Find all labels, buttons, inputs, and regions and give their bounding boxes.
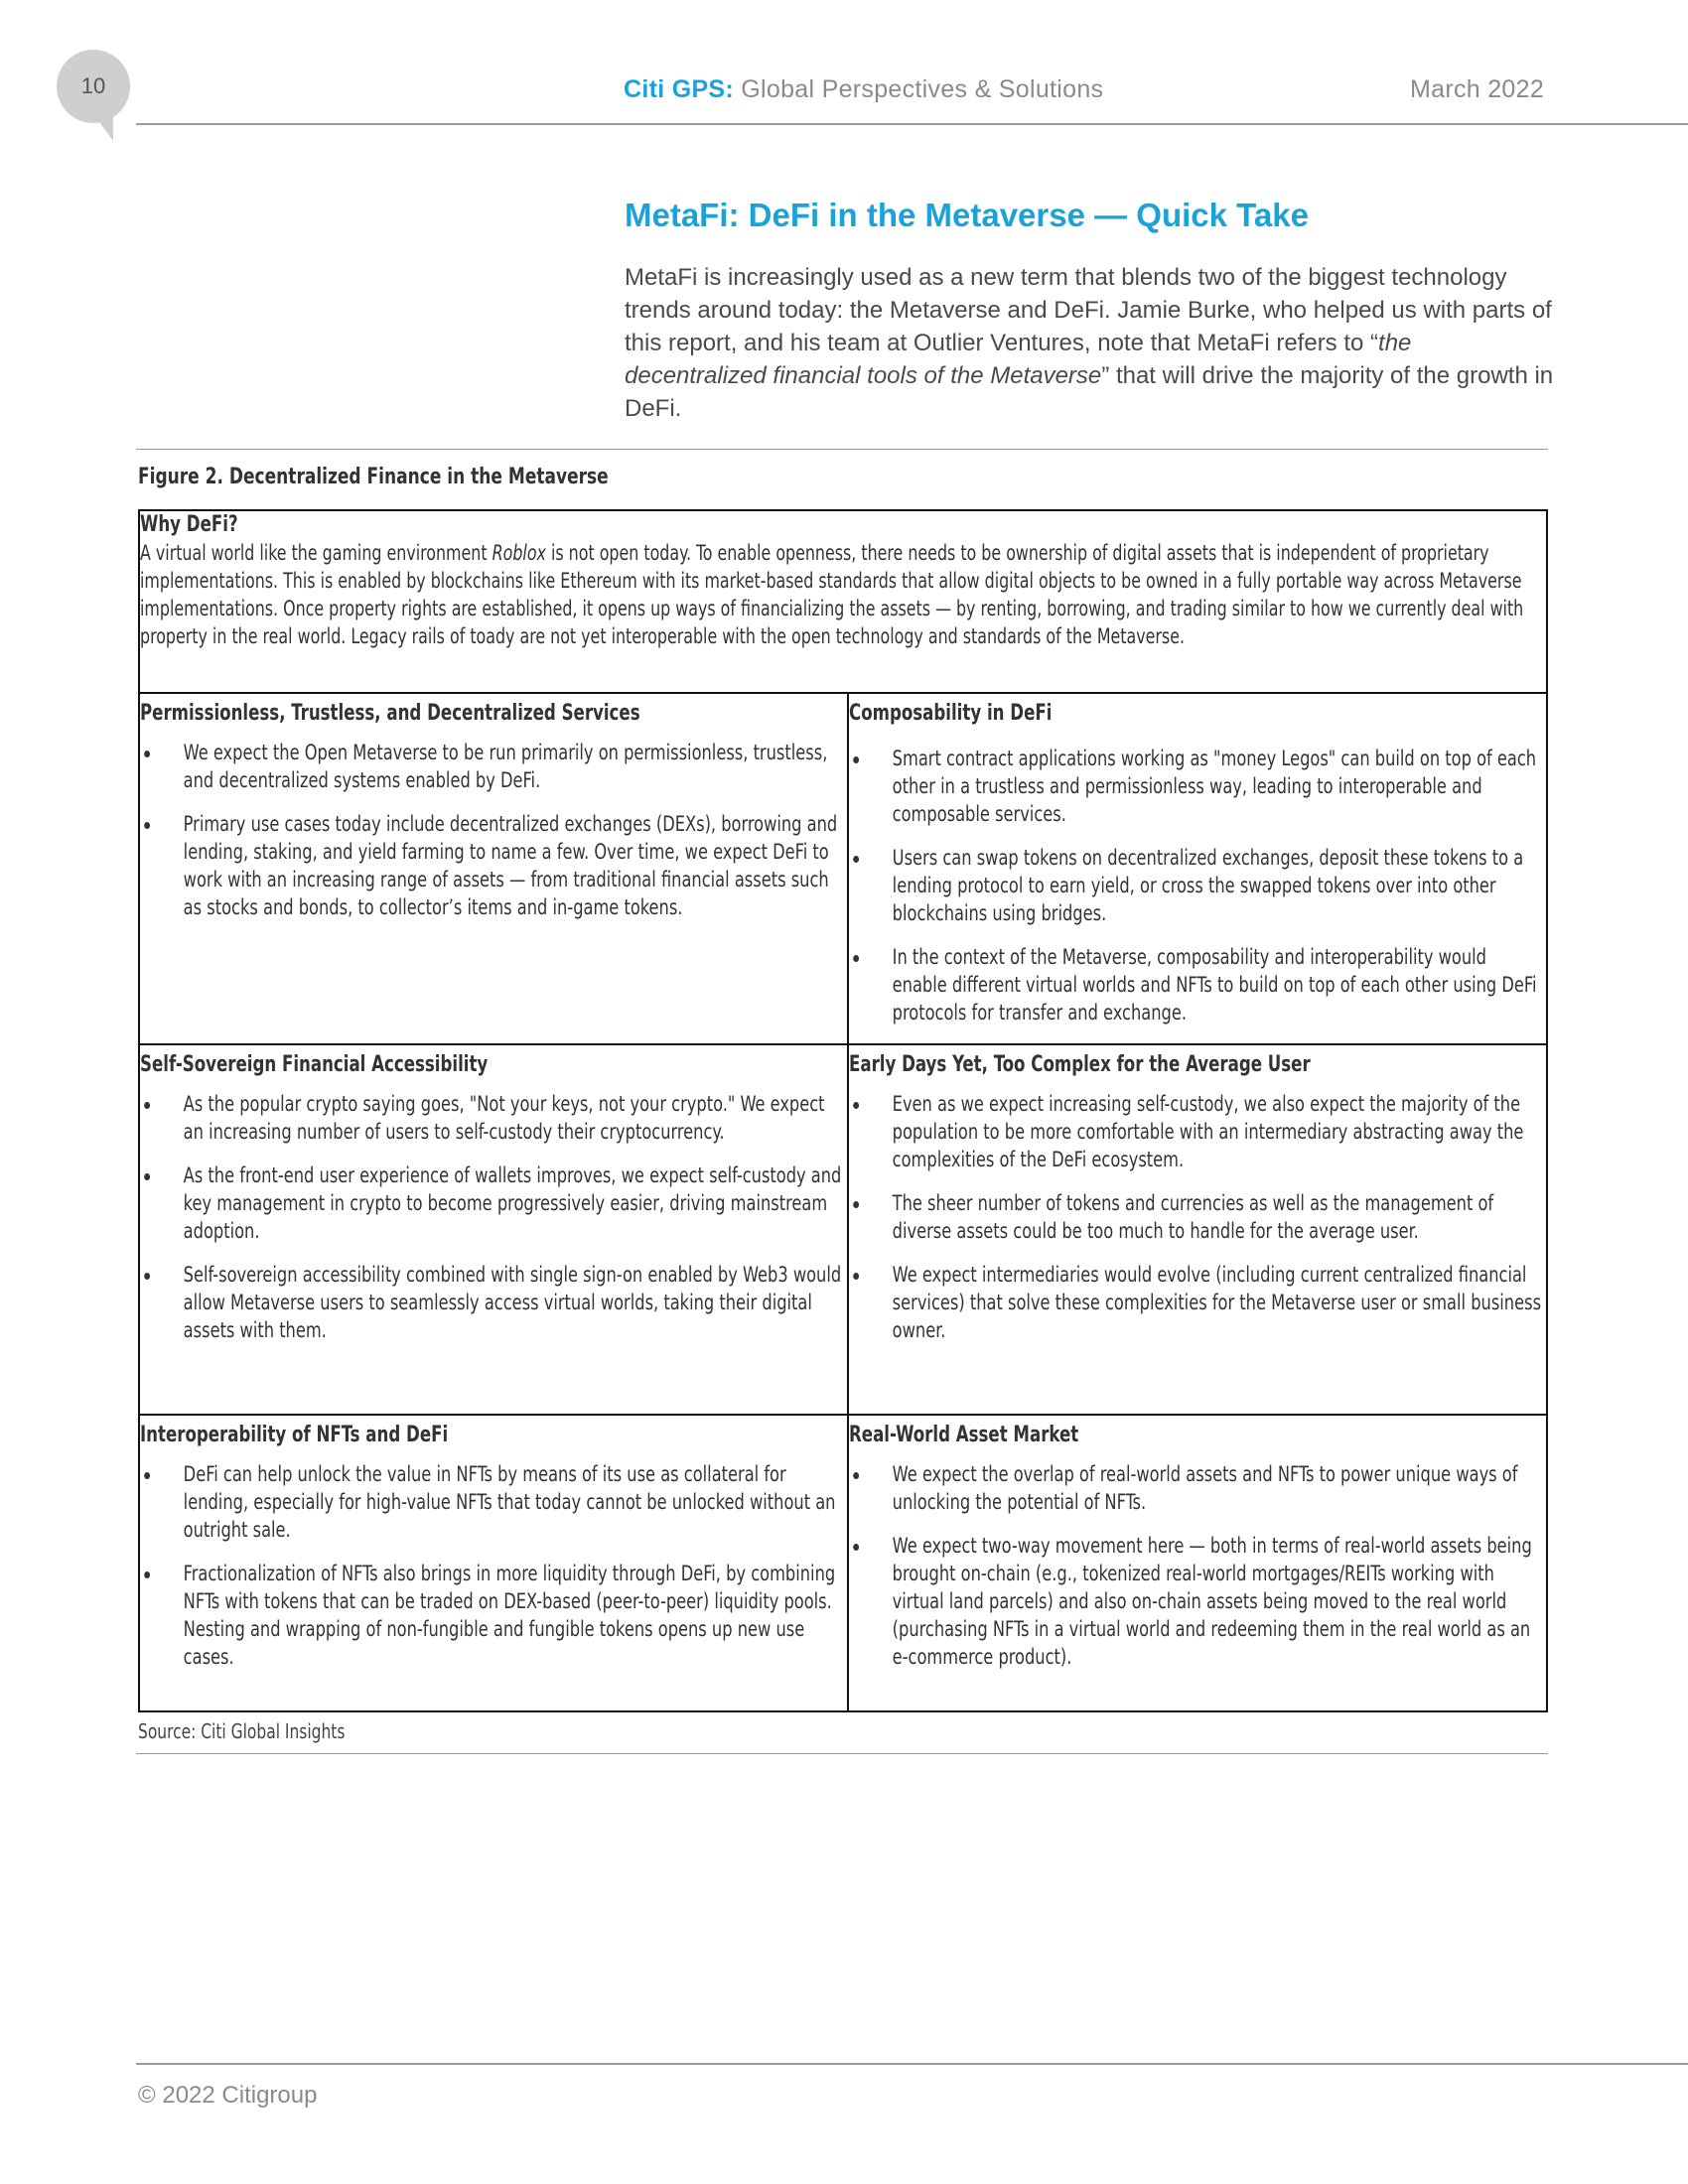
header-divider bbox=[136, 123, 1688, 125]
early-days-title: Early Days Yet, Too Complex for the Average User bbox=[849, 1052, 1311, 1077]
brand-accent: Citi GPS: bbox=[624, 75, 735, 103]
interoperability-cell bbox=[140, 1416, 847, 1710]
intro-text-1: MetaFi is increasingly used as a new term that blends two of the biggest technology trends around today: the Metaverse and DeFi. Jamie Burke, who helped us with parts of this report, and his team at Outlier Ventures, note that MetaFi refers to “ bbox=[625, 264, 1552, 356]
why-defi-title: Why DeFi? bbox=[140, 512, 238, 537]
real-world-title: Real-World Asset Market bbox=[849, 1423, 1079, 1447]
composability-list bbox=[849, 746, 1546, 1027]
list-item: Fractionalization of NFTs also brings in more liquidity through DeFi, by combining NFTs with tokens that can be traded on DEX-based (peer-to-peer) liquidity pools. Nesting and wrapping of non-fungible and fungible tokens opens up new use cases. bbox=[140, 1561, 847, 1672]
figure-bottom-divider bbox=[136, 1753, 1548, 1754]
list-item: Even as we expect increasing self-custody, we also expect the majority of the population to be more comfortable with an intermediary abstracting away the complexities of the DeFi ecosystem. bbox=[849, 1091, 1546, 1174]
intro-paragraph bbox=[625, 261, 1558, 425]
list-item: We expect intermediaries would evolve (including current centralized financial services) that solve these complexities for the Metaverse user or small business owner. bbox=[849, 1262, 1546, 1345]
list-item: In the context of the Metaverse, composability and interoperability would enable different virtual worlds and NFTs to build on top of each other using DeFi protocols for transfer and exchange. bbox=[849, 944, 1546, 1027]
list-item: Smart contract applications working as "money Legos" can build on top of each other in a trustless and permissionless way, leading to interoperable and composable services. bbox=[849, 746, 1546, 829]
early-days-list bbox=[849, 1091, 1546, 1345]
why-defi-body bbox=[140, 539, 1545, 650]
interoperability-list bbox=[140, 1461, 847, 1672]
interoperability-title: Interoperability of NFTs and DeFi bbox=[140, 1423, 449, 1447]
permissionless-title: Permissionless, Trustless, and Decentralized Services bbox=[140, 701, 640, 726]
list-item: We expect the overlap of real-world assets and NFTs to power unique ways of unlocking the potential of NFTs. bbox=[849, 1461, 1546, 1517]
intro-quote: the decentralized financial tools of the Metaverse bbox=[625, 330, 1412, 389]
list-item: The sheer number of tokens and currencies as well as the management of diverse assets could be too much to handle for the average user. bbox=[849, 1190, 1546, 1246]
list-item: Primary use cases today include decentralized exchanges (DEXs), borrowing and lending, staking, and yield farming to name a few. Over time, we expect DeFi to work with an increasing range of assets — from traditional financial assets such as stocks and bonds, to collector’s items and in-game tokens. bbox=[140, 811, 847, 922]
real-world-list bbox=[849, 1461, 1546, 1672]
composability-title: Composability in DeFi bbox=[849, 701, 1053, 726]
list-item: Self-sovereign accessibility combined with single sign-on enabled by Web3 would allow Metaverse users to seamlessly access virtual worlds, taking their digital assets with them. bbox=[140, 1262, 847, 1345]
permissionless-list bbox=[140, 740, 847, 922]
why-defi-cell bbox=[140, 511, 1546, 692]
self-sovereign-list bbox=[140, 1091, 847, 1345]
early-days-cell bbox=[849, 1045, 1546, 1414]
section-title: MetaFi: DeFi in the Metaverse — Quick Take bbox=[625, 197, 1309, 233]
footer-copyright: © 2022 Citigroup bbox=[138, 2082, 318, 2109]
self-sovereign-title: Self-Sovereign Financial Accessibility bbox=[140, 1052, 489, 1077]
list-item: We expect the Open Metaverse to be run primarily on permissionless, trustless, and decentralized systems enabled by DeFi. bbox=[140, 740, 847, 795]
list-item: DeFi can help unlock the value in NFTs by means of its use as collateral for lending, especially for high-value NFTs that today cannot be unlocked without an outright sale. bbox=[140, 1461, 847, 1545]
footer-divider bbox=[136, 2063, 1688, 2065]
composability-cell bbox=[849, 694, 1546, 1043]
list-item: We expect two-way movement here — both in terms of real-world assets being brought on-chain (e.g., tokenized real-world mortgages/REITs working with virtual land parcels) and also on-chain assets being moved to the real world (purchasing NFTs in a virtual world and redeeming them in the real world as an e-commerce product). bbox=[849, 1533, 1546, 1672]
brand-name: Global Perspectives & Solutions bbox=[734, 75, 1104, 103]
page-number: 10 bbox=[80, 73, 106, 98]
page-badge-tail bbox=[91, 111, 113, 141]
figure-table bbox=[138, 509, 1548, 1712]
why-defi-text-1: A virtual world like the gaming environment bbox=[140, 541, 492, 565]
figure-source: Source: Citi Global Insights bbox=[138, 1719, 346, 1743]
figure-caption: Figure 2. Decentralized Finance in the Metaverse bbox=[138, 465, 609, 489]
list-item: As the popular crypto saying goes, "Not your keys, not your crypto." We expect an increasing number of users to self-custody their cryptocurrency. bbox=[140, 1091, 847, 1147]
permissionless-cell bbox=[140, 694, 847, 1043]
why-defi-text-2: is not open today. To enable openness, there needs to be ownership of digital assets that is independent of proprietary implementations. This is enabled by blockchains like Ethereum with its market-based standards that allow digital objects to be owned in a fully portable way across Metaverse implementations. Once property rights are established, it opens up ways of financializing the assets — by renting, borrowing, and trading similar to how we currently deal with property in the real world. Legacy rails of toady are not yet interoperable with the open technology and standards of the Metaverse. bbox=[140, 541, 1524, 648]
self-sovereign-cell bbox=[140, 1045, 847, 1414]
real-world-cell bbox=[849, 1416, 1546, 1710]
header-date: March 2022 bbox=[1410, 75, 1545, 103]
intro-text-2: ” that will drive the majority of the growth in DeFi. bbox=[625, 362, 1554, 422]
list-item: Users can swap tokens on decentralized exchanges, deposit these tokens to a lending protocol to earn yield, or cross the swapped tokens over into other blockchains using bridges. bbox=[849, 845, 1546, 928]
why-defi-roblox: Roblox bbox=[492, 541, 546, 565]
list-item: As the front-end user experience of wallets improves, we expect self-custody and key management in crypto to become progressively easier, driving mainstream adoption. bbox=[140, 1162, 847, 1246]
header-brand bbox=[624, 75, 1103, 104]
figure-top-divider bbox=[136, 449, 1548, 450]
